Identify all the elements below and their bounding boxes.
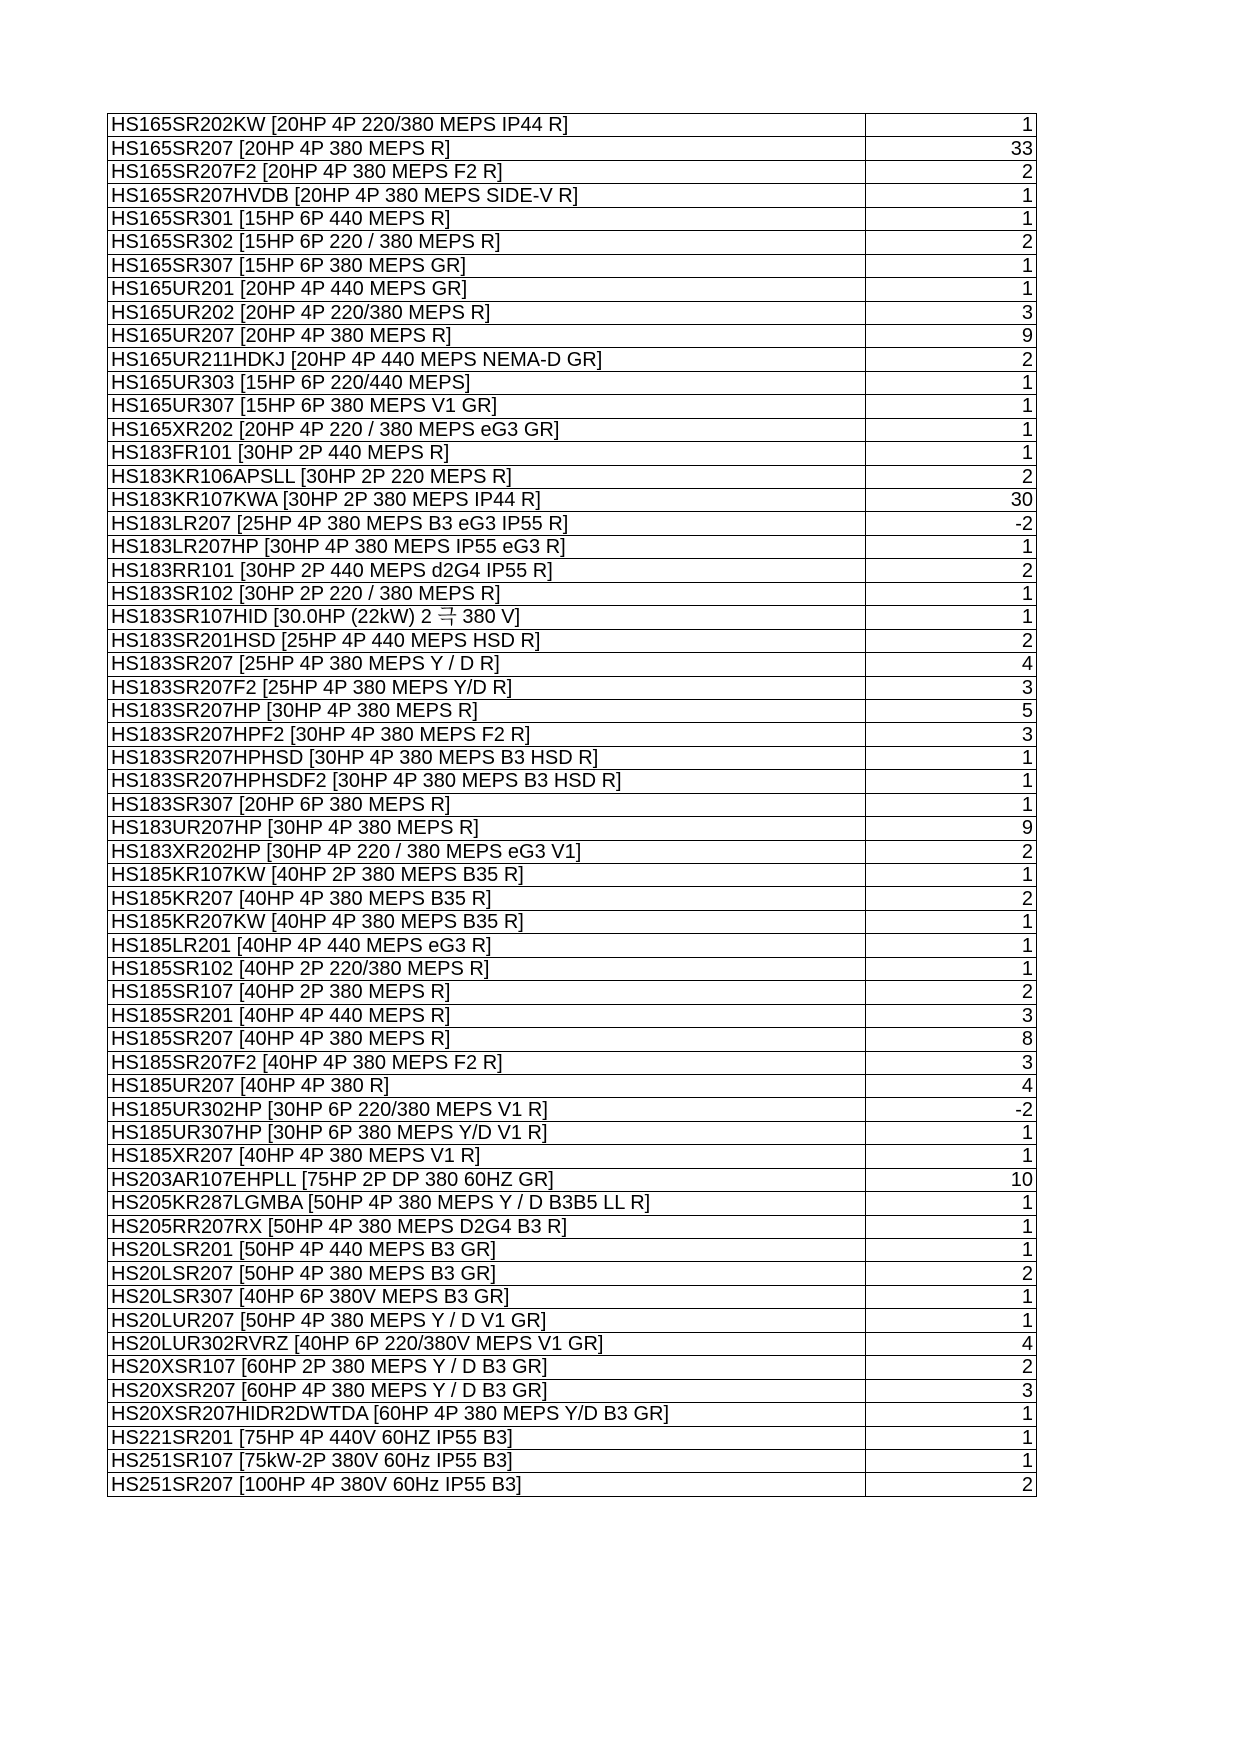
item-description-cell: HS251SR207 [100HP 4P 380V 60Hz IP55 B3]: [108, 1473, 866, 1496]
quantity-cell: 8: [866, 1028, 1037, 1051]
table-row: [108, 793, 1037, 816]
item-description-cell: HS20LSR201 [50HP 4P 440 MEPS B3 GR]: [108, 1239, 866, 1262]
item-description-cell: HS165SR302 [15HP 6P 220 / 380 MEPS R]: [108, 231, 866, 254]
table-row: [108, 418, 1037, 441]
item-description-cell: HS183KR106APSLL [30HP 2P 220 MEPS R]: [108, 465, 866, 488]
table-row: [108, 278, 1037, 301]
item-description-cell: HS185SR107 [40HP 2P 380 MEPS R]: [108, 981, 866, 1004]
item-description-cell: HS165SR202KW [20HP 4P 220/380 MEPS IP44 R]: [108, 114, 866, 137]
table-row: [108, 324, 1037, 347]
quantity-cell: 1: [866, 184, 1037, 207]
table-row: [108, 629, 1037, 652]
item-description-cell: HS185KR207 [40HP 4P 380 MEPS B35 R]: [108, 887, 866, 910]
item-description-cell: HS185UR207 [40HP 4P 380 R]: [108, 1074, 866, 1097]
quantity-cell: 2: [866, 887, 1037, 910]
item-description-cell: HS203AR107EHPLL [75HP 2P DP 380 60HZ GR]: [108, 1168, 866, 1191]
item-description-cell: HS183XR202HP [30HP 4P 220 / 380 MEPS eG3 V1]: [108, 840, 866, 863]
quantity-cell: 1: [866, 793, 1037, 816]
quantity-cell: 1: [866, 582, 1037, 605]
item-description-cell: HS183SR207HPHSD [30HP 4P 380 MEPS B3 HSD R]: [108, 746, 866, 769]
table-row: [108, 1403, 1037, 1426]
item-description-cell: HS183SR207F2 [25HP 4P 380 MEPS Y/D R]: [108, 676, 866, 699]
table-row: [108, 699, 1037, 722]
table-row: [108, 207, 1037, 230]
quantity-cell: 1: [866, 1426, 1037, 1449]
table-row: [108, 1426, 1037, 1449]
item-description-cell: HS183SR207HPHSDF2 [30HP 4P 380 MEPS B3 HSD R]: [108, 770, 866, 793]
quantity-cell: 2: [866, 465, 1037, 488]
item-description-cell: HS183SR307 [20HP 6P 380 MEPS R]: [108, 793, 866, 816]
quantity-cell: 5: [866, 699, 1037, 722]
table-row: [108, 489, 1037, 512]
item-description-cell: HS20LUR207 [50HP 4P 380 MEPS Y / D V1 GR]: [108, 1309, 866, 1332]
quantity-cell: 1: [866, 1215, 1037, 1238]
quantity-cell: 3: [866, 723, 1037, 746]
table-row: [108, 535, 1037, 558]
item-description-cell: HS185KR207KW [40HP 4P 380 MEPS B35 R]: [108, 910, 866, 933]
table-row: [108, 1379, 1037, 1402]
quantity-cell: 2: [866, 1262, 1037, 1285]
item-description-cell: HS185UR307HP [30HP 6P 380 MEPS Y/D V1 R]: [108, 1121, 866, 1144]
table-row: [108, 231, 1037, 254]
quantity-cell: 4: [866, 653, 1037, 676]
quantity-cell: 30: [866, 489, 1037, 512]
table-row: [108, 1449, 1037, 1472]
quantity-cell: 1: [866, 278, 1037, 301]
table-row: [108, 1215, 1037, 1238]
quantity-cell: 1: [866, 254, 1037, 277]
item-description-cell: HS165XR202 [20HP 4P 220 / 380 MEPS eG3 GR]: [108, 418, 866, 441]
table-row: [108, 1074, 1037, 1097]
quantity-cell: 1: [866, 1285, 1037, 1308]
item-description-cell: HS183SR107HID [30.0HP (22kW) 2 극 380 V]: [108, 606, 866, 629]
quantity-cell: 3: [866, 676, 1037, 699]
table-row: [108, 1028, 1037, 1051]
quantity-cell: 9: [866, 324, 1037, 347]
quantity-cell: 1: [866, 395, 1037, 418]
item-description-cell: HS183UR207HP [30HP 4P 380 MEPS R]: [108, 817, 866, 840]
table-row: [108, 606, 1037, 629]
quantity-cell: 4: [866, 1332, 1037, 1355]
table-row: [108, 1004, 1037, 1027]
quantity-cell: 1: [866, 770, 1037, 793]
quantity-cell: 1: [866, 1309, 1037, 1332]
table-row: [108, 1192, 1037, 1215]
item-description-cell: HS185SR207 [40HP 4P 380 MEPS R]: [108, 1028, 866, 1051]
quantity-cell: 4: [866, 1074, 1037, 1097]
table-row: [108, 1051, 1037, 1074]
table-row: [108, 512, 1037, 535]
table-row: [108, 1262, 1037, 1285]
quantity-cell: 1: [866, 864, 1037, 887]
table-row: [108, 137, 1037, 160]
quantity-cell: 1: [866, 934, 1037, 957]
item-description-cell: HS183SR207HP [30HP 4P 380 MEPS R]: [108, 699, 866, 722]
quantity-cell: 33: [866, 137, 1037, 160]
table-row: [108, 160, 1037, 183]
table-row: [108, 653, 1037, 676]
quantity-cell: 3: [866, 301, 1037, 324]
table-row: [108, 559, 1037, 582]
table-row: [108, 465, 1037, 488]
table-row: [108, 1168, 1037, 1191]
quantity-cell: 1: [866, 1449, 1037, 1472]
quantity-cell: 1: [866, 1121, 1037, 1144]
quantity-cell: -2: [866, 512, 1037, 535]
table-row: [108, 934, 1037, 957]
item-description-cell: HS165SR207HVDB [20HP 4P 380 MEPS SIDE-V R]: [108, 184, 866, 207]
quantity-cell: 1: [866, 606, 1037, 629]
item-description-cell: HS165UR207 [20HP 4P 380 MEPS R]: [108, 324, 866, 347]
item-description-cell: HS185UR302HP [30HP 6P 220/380 MEPS V1 R]: [108, 1098, 866, 1121]
quantity-cell: 1: [866, 418, 1037, 441]
item-description-cell: HS20LSR307 [40HP 6P 380V MEPS B3 GR]: [108, 1285, 866, 1308]
quantity-cell: 9: [866, 817, 1037, 840]
table-row: [108, 442, 1037, 465]
item-description-cell: HS165UR303 [15HP 6P 220/440 MEPS]: [108, 371, 866, 394]
item-description-cell: HS20XSR107 [60HP 2P 380 MEPS Y / D B3 GR]: [108, 1356, 866, 1379]
table-row: [108, 910, 1037, 933]
item-description-cell: HS185SR207F2 [40HP 4P 380 MEPS F2 R]: [108, 1051, 866, 1074]
table-row: [108, 1473, 1037, 1496]
table-row: [108, 981, 1037, 1004]
item-description-cell: HS205KR287LGMBA [50HP 4P 380 MEPS Y / D B3B5 LL R]: [108, 1192, 866, 1215]
quantity-cell: 1: [866, 957, 1037, 980]
quantity-cell: 1: [866, 746, 1037, 769]
table-row: [108, 301, 1037, 324]
quantity-cell: 3: [866, 1051, 1037, 1074]
item-description-cell: HS185SR201 [40HP 4P 440 MEPS R]: [108, 1004, 866, 1027]
quantity-cell: 1: [866, 371, 1037, 394]
quantity-cell: 2: [866, 981, 1037, 1004]
item-description-cell: HS221SR201 [75HP 4P 440V 60HZ IP55 B3]: [108, 1426, 866, 1449]
quantity-cell: 1: [866, 1145, 1037, 1168]
table-row: [108, 348, 1037, 371]
table-row: [108, 1145, 1037, 1168]
item-description-cell: HS183SR201HSD [25HP 4P 440 MEPS HSD R]: [108, 629, 866, 652]
quantity-cell: 2: [866, 1356, 1037, 1379]
quantity-cell: 1: [866, 535, 1037, 558]
quantity-cell: 2: [866, 840, 1037, 863]
quantity-cell: 1: [866, 207, 1037, 230]
table-row: [108, 114, 1037, 137]
table-row: [108, 1098, 1037, 1121]
quantity-cell: 3: [866, 1379, 1037, 1402]
item-description-cell: HS20XSR207HIDR2DWTDA [60HP 4P 380 MEPS Y/D B3 GR]: [108, 1403, 866, 1426]
table-row: [108, 1121, 1037, 1144]
quantity-cell: 10: [866, 1168, 1037, 1191]
table-row: [108, 254, 1037, 277]
item-description-cell: HS183LR207HP [30HP 4P 380 MEPS IP55 eG3 R]: [108, 535, 866, 558]
table-row: [108, 770, 1037, 793]
item-description-cell: HS20XSR207 [60HP 4P 380 MEPS Y / D B3 GR]: [108, 1379, 866, 1402]
quantity-cell: 2: [866, 348, 1037, 371]
table-row: [108, 184, 1037, 207]
item-description-cell: HS183RR101 [30HP 2P 440 MEPS d2G4 IP55 R]: [108, 559, 866, 582]
quantity-cell: 2: [866, 629, 1037, 652]
quantity-cell: -2: [866, 1098, 1037, 1121]
item-description-cell: HS183LR207 [25HP 4P 380 MEPS B3 eG3 IP55 R]: [108, 512, 866, 535]
item-description-cell: HS183FR101 [30HP 2P 440 MEPS R]: [108, 442, 866, 465]
item-description-cell: HS183SR207HPF2 [30HP 4P 380 MEPS F2 R]: [108, 723, 866, 746]
item-description-cell: HS20LUR302RVRZ [40HP 6P 220/380V MEPS V1 GR]: [108, 1332, 866, 1355]
quantity-cell: 1: [866, 1239, 1037, 1262]
quantity-cell: 1: [866, 114, 1037, 137]
table-row: [108, 1239, 1037, 1262]
table-row: [108, 887, 1037, 910]
table-row: [108, 371, 1037, 394]
inventory-table-body: [108, 114, 1037, 1497]
item-description-cell: HS185KR107KW [40HP 2P 380 MEPS B35 R]: [108, 864, 866, 887]
item-description-cell: HS165SR301 [15HP 6P 440 MEPS R]: [108, 207, 866, 230]
item-description-cell: HS251SR107 [75kW-2P 380V 60Hz IP55 B3]: [108, 1449, 866, 1472]
item-description-cell: HS185XR207 [40HP 4P 380 MEPS V1 R]: [108, 1145, 866, 1168]
table-row: [108, 817, 1037, 840]
table-row: [108, 676, 1037, 699]
table-row: [108, 582, 1037, 605]
item-description-cell: HS205RR207RX [50HP 4P 380 MEPS D2G4 B3 R]: [108, 1215, 866, 1238]
table-row: [108, 1356, 1037, 1379]
table-row: [108, 840, 1037, 863]
inventory-table: [107, 113, 1037, 1497]
item-description-cell: HS185LR201 [40HP 4P 440 MEPS eG3 R]: [108, 934, 866, 957]
table-row: [108, 1332, 1037, 1355]
item-description-cell: HS165SR307 [15HP 6P 380 MEPS GR]: [108, 254, 866, 277]
quantity-cell: 2: [866, 231, 1037, 254]
quantity-cell: 1: [866, 1192, 1037, 1215]
table-row: [108, 723, 1037, 746]
item-description-cell: HS165UR211HDKJ [20HP 4P 440 MEPS NEMA-D GR]: [108, 348, 866, 371]
item-description-cell: HS165UR201 [20HP 4P 440 MEPS GR]: [108, 278, 866, 301]
quantity-cell: 1: [866, 1403, 1037, 1426]
table-row: [108, 864, 1037, 887]
item-description-cell: HS183SR102 [30HP 2P 220 / 380 MEPS R]: [108, 582, 866, 605]
quantity-cell: 1: [866, 442, 1037, 465]
item-description-cell: HS165UR307 [15HP 6P 380 MEPS V1 GR]: [108, 395, 866, 418]
item-description-cell: HS165SR207F2 [20HP 4P 380 MEPS F2 R]: [108, 160, 866, 183]
quantity-cell: 2: [866, 1473, 1037, 1496]
quantity-cell: 2: [866, 559, 1037, 582]
item-description-cell: HS20LSR207 [50HP 4P 380 MEPS B3 GR]: [108, 1262, 866, 1285]
item-description-cell: HS185SR102 [40HP 2P 220/380 MEPS R]: [108, 957, 866, 980]
item-description-cell: HS183KR107KWA [30HP 2P 380 MEPS IP44 R]: [108, 489, 866, 512]
table-row: [108, 1285, 1037, 1308]
item-description-cell: HS165SR207 [20HP 4P 380 MEPS R]: [108, 137, 866, 160]
table-row: [108, 395, 1037, 418]
item-description-cell: HS165UR202 [20HP 4P 220/380 MEPS R]: [108, 301, 866, 324]
table-row: [108, 746, 1037, 769]
quantity-cell: 2: [866, 160, 1037, 183]
quantity-cell: 1: [866, 910, 1037, 933]
quantity-cell: 3: [866, 1004, 1037, 1027]
table-row: [108, 957, 1037, 980]
item-description-cell: HS183SR207 [25HP 4P 380 MEPS Y / D R]: [108, 653, 866, 676]
table-row: [108, 1309, 1037, 1332]
